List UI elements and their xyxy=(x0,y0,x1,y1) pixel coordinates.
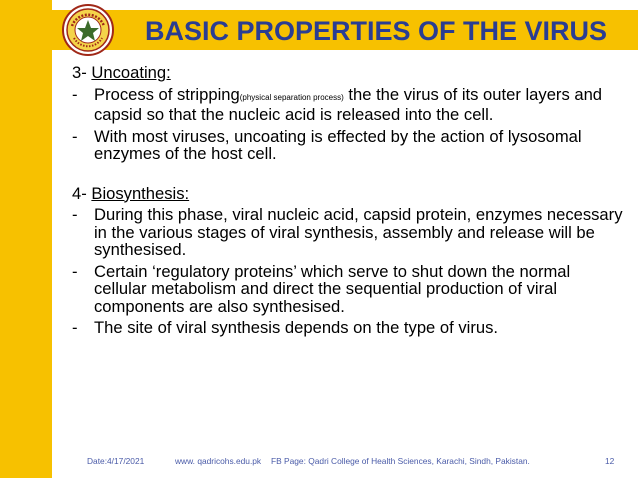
bullet-text: Process of stripping xyxy=(94,84,240,104)
bullet-item xyxy=(64,206,626,259)
bullet-text-continued: the the virus of its outer layers and capsid so that the nucleic acid is released into the cell. xyxy=(94,84,603,124)
bullet-item xyxy=(64,86,626,124)
footer-website-link[interactable]: www. qadricohs.edu.pk xyxy=(175,456,262,466)
biosynthesis-heading xyxy=(72,185,626,203)
bullet-text: Certain ‘regulatory proteins’ which serve to shut down the normal cellular metabolism and direct the sequential production of viral components are also synthesised. xyxy=(94,261,571,316)
bullet-dash: - xyxy=(72,261,78,281)
section-number: 4- xyxy=(72,183,92,203)
left-accent-bar xyxy=(0,0,52,478)
logo-emblem-icon xyxy=(64,6,112,54)
bullet-dash: - xyxy=(72,205,78,224)
bullet-item xyxy=(64,263,626,316)
footer-fb-page: FB Page: Qadri College of Health Sciences, Karachi, Sindh, Pakistan. xyxy=(271,456,530,466)
bullet-dash: - xyxy=(72,84,78,104)
bullet-text: The site of viral synthesis depends on the type of virus. xyxy=(94,318,498,337)
section-spacer xyxy=(64,167,626,185)
bullet-item xyxy=(64,128,626,163)
section-heading-text: Biosynthesis: xyxy=(91,183,190,203)
page-number: 12 xyxy=(605,456,615,466)
bullet-dash: - xyxy=(72,318,78,337)
slide-title: BASIC PROPERTIES OF THE VIRUS xyxy=(144,16,608,46)
section-heading-text: Uncoating: xyxy=(91,63,171,82)
college-logo xyxy=(62,4,114,56)
bullet-text: With most viruses, uncoating is effected by the action of lysosomal enzymes of the host cell. xyxy=(94,126,582,163)
slide-content xyxy=(64,64,626,341)
bullet-item xyxy=(64,319,626,337)
section-number: 3- xyxy=(72,63,92,82)
bullet-text: During this phase, viral nucleic acid, capsid protein, enzymes necessary in the various stages of viral synthesis, assembly and release will be synthesised. xyxy=(94,205,623,259)
bullet-dash: - xyxy=(72,126,78,146)
uncoating-heading xyxy=(72,64,626,82)
footer-date: Date:4/17/2021 xyxy=(87,456,145,466)
bullet-subnote: (physical separation process) xyxy=(239,92,344,102)
